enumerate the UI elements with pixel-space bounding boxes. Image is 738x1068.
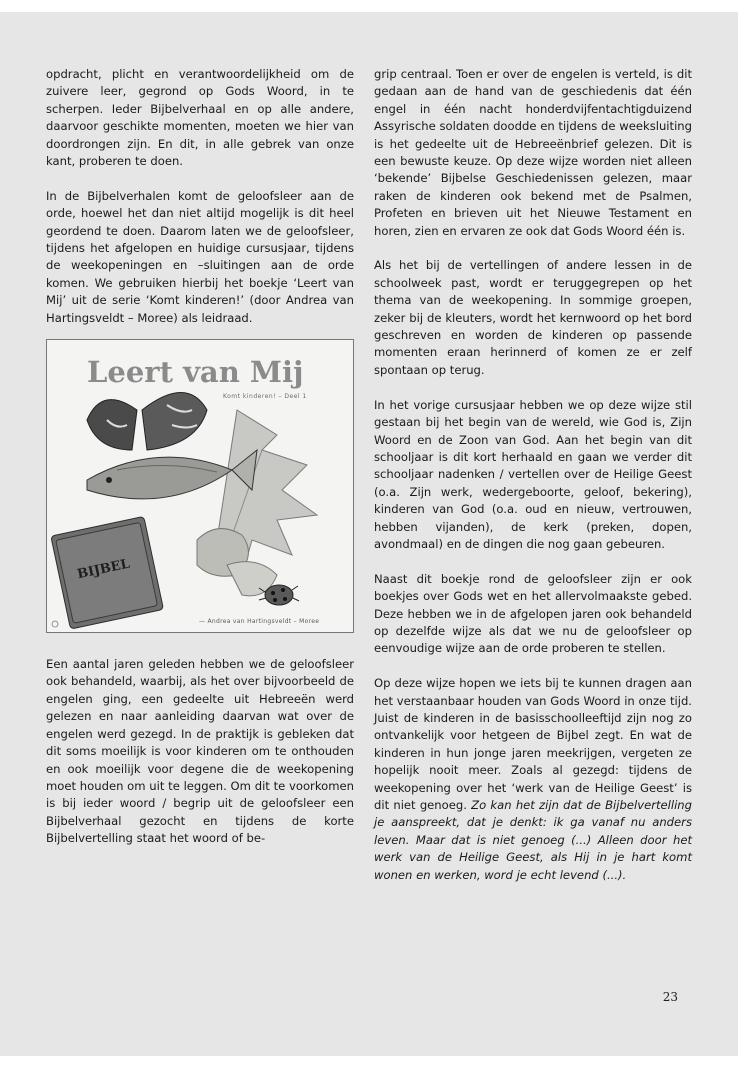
right-paragraph-5-text: Op deze wijze hopen we iets bij te kunnen dragen aan het verstaanbaar houden van Gods Woord in onze tijd. Juist de kinderen in de basisschoolleeftijd zijn nog zo ontvankelijk voor hetgeen de Bijbel zegt. En wat de kinderen in hun jonge jaren meekrijgen, vergeten ze hopelijk nooit meer. Zoals al gezegd: tijdens de weekopening over het ‘werk van de Heilige Geest’ is dit niet genoeg. xyxy=(374,676,692,812)
right-paragraph-3: In het vorige cursusjaar hebben we op deze wijze stil gestaan bij het begin van de wereld, wie God is, Zijn Woord en de Zoon van God. Aan het begin van dit schooljaar is dit kort herhaald en gaan we verder dit schooljaar nadenken / vertellen over de Heilige Geest (o.a. Zijn werk, wedergeboorte, geloof, bekering), kinderen van God (o.a. oud en nieuw, vertrouwen, hebben vijanden), de kerk (preken, dopen, avondmaal) en de dingen die nog gaan gebeuren. xyxy=(374,397,692,551)
top-margin xyxy=(0,0,738,12)
book-subtitle: Komt kinderen! – Deel 1 xyxy=(223,393,307,401)
right-paragraph-5 xyxy=(374,675,692,884)
bottom-margin xyxy=(0,1056,738,1068)
right-paragraph-2: Als het bij de vertellingen of andere lessen in de schoolweek past, wordt er teruggegrepen op het thema van de weekopening. In sommige groepen, zeker bij de kleuters, wordt het kernwoord op het bord geschreven en worden de kinderen op passende momenten eraan herinnerd of komen ze er zelf spontaan op terug. xyxy=(374,258,692,377)
page-number: 23 xyxy=(662,990,678,1004)
book-label: BIJBEL xyxy=(75,556,132,583)
left-paragraph-3: Een aantal jaren geleden hebben we de geloofsleer ook behandeld, waarbij, als het over bijvoorbeeld de engelen ging, een gedeelte uit Hebreeën werd gelezen en naar aanleiding daarvan wat over de engelen werd gezegd. In de praktijk is gebleken dat dit soms moeilijk is voor kinderen om te onthouden en ook moeilijk voor degene die de weekopening moet houden om uit te leggen. Om dit te voorkomen is bij ieder woord / begrip uit de geloofsleer een Bijbelverhaal gezocht en tijdens de korte Bijbelvertelling staat het woord of be- xyxy=(46,657,354,846)
left-paragraph-1: opdracht, plicht en verantwoordelijkheid om de zuivere leer, gegrond op Gods Woord, in te scherpen. Ieder Bijbelverhaal en op alle andere, daarvoor geschikte momenten, moeten we hier van doordrongen zijn. En dit, in alle gebrek van onze kant, proberen te doen. xyxy=(46,67,354,169)
book-cover-image xyxy=(46,339,354,633)
left-column xyxy=(46,66,354,865)
left-paragraph-2: In de Bijbelverhalen komt de geloofsleer aan de orde, hoewel het dan niet altijd mogelijk is dit heel geordend te doen. Daarom laten we de geloofsleer, tijdens het afgelopen en huidige cursusjaar, tijdens de weekopeningen en –sluitingen aan de orde komen. We gebruiken hierbij het boekje ‘Leert van Mij’ uit de serie ‘Komt kinderen!’ (door Andrea van Hartingsveldt – Moree) als leidraad. xyxy=(46,188,354,325)
right-paragraph-1: grip centraal. Toen er over de engelen is verteld, is dit gedaan aan de hand van de geschiedenis dat één engel in één nacht honderdvijfentachtigduizend Assyrische soldaten doodde en tijdens de weeksluiting is het gedeelte uit de Hebreeënbrief gelezen. Dit is een bewuste keuze. Op deze wijze worden niet alleen ‘bekende’ Bijbelse Geschiedenissen gelezen, maar raken de kinderen ook bekend met de Psalmen, Profeten en brieven uit het Nieuwe Testament en horen, zien en ervaren ze ook dat Gods Woord één is. xyxy=(374,67,692,238)
book-title: Leert van Mij xyxy=(87,355,304,390)
right-paragraph-4: Naast dit boekje rond de geloofsleer zijn er ook boekjes over Gods wet en het allervolmaakste gebed. Deze hebben we in de afgelopen jaren ook behandeld op dezelfde wijze als dat we nu de geloofsleer op eenvoudige wijze aan de orde proberen te stellen. xyxy=(374,571,692,656)
right-column xyxy=(374,66,692,901)
italic-quote: Zo kan het zijn dat de Bijbelvertelling je aanspreekt, dat je denkt: ik ga vanaf nu anders leven. Maar dat is niet genoeg (...) Alleen door het werk van de Heilige Geest, als Hij in je hart komt wonen en werken, word je echt levend (...). xyxy=(374,798,693,882)
book-author: — Andrea van Hartingsveldt – Moree xyxy=(199,618,320,626)
